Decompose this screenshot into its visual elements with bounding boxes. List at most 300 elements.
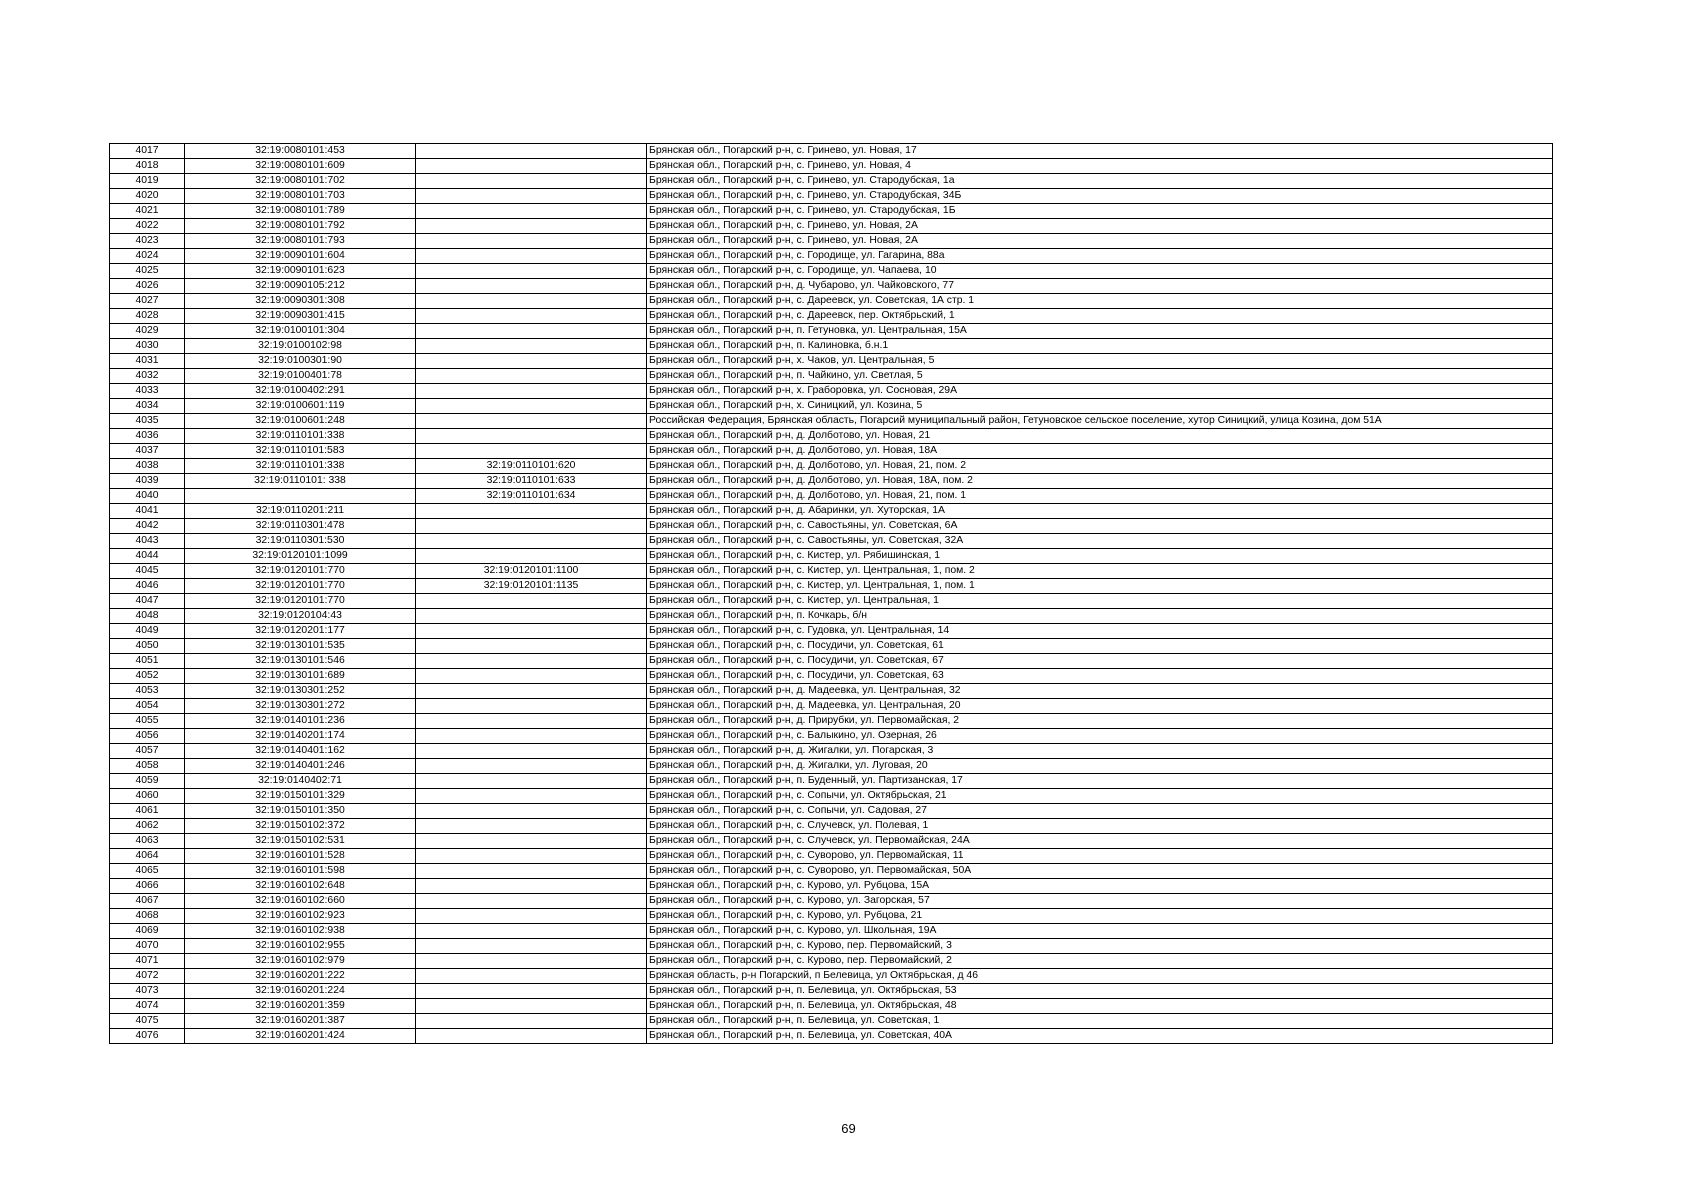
row-number-cell: 4060 [110,789,185,804]
cadastral-number-cell: 32:19:0100402:291 [185,384,416,399]
cadastral-number-cell: 32:19:0160102:938 [185,924,416,939]
row-number-cell: 4076 [110,1029,185,1044]
related-cadastral-number-cell [416,1014,647,1029]
cadastral-number-cell: 32:19:0100102:98 [185,339,416,354]
related-cadastral-number-cell [416,324,647,339]
table-row [110,879,1553,894]
table-row [110,504,1553,519]
cadastral-number-cell: 32:19:0080101:609 [185,159,416,174]
cadastral-number-cell: 32:19:0120101:770 [185,594,416,609]
table-row [110,699,1553,714]
address-cell: Брянская обл., Погарский р-н, с. Савостьяны, ул. Советская, 32А [647,534,1553,549]
related-cadastral-number-cell [416,144,647,159]
related-cadastral-number-cell [416,864,647,879]
cadastral-number-cell: 32:19:0160102:648 [185,879,416,894]
table-row [110,354,1553,369]
address-cell: Брянская обл., Погарский р-н, с. Суворово, ул. Первомайская, 11 [647,849,1553,864]
address-cell: Брянская обл., Погарский р-н, с. Савостьяны, ул. Советская, 6А [647,519,1553,534]
table-body [110,144,1553,1044]
cadastral-number-cell: 32:19:0110201:211 [185,504,416,519]
table-row [110,669,1553,684]
related-cadastral-number-cell [416,894,647,909]
address-cell: Брянская обл., Погарский р-н, с. Кистер, ул. Центральная, 1, пом. 2 [647,564,1553,579]
address-cell: Брянская обл., Погарский р-н, д. Абаринки, ул. Хуторская, 1А [647,504,1553,519]
address-cell: Брянская обл., Погарский р-н, п. Кочкарь, б/н [647,609,1553,624]
related-cadastral-number-cell [416,834,647,849]
table-row [110,954,1553,969]
address-cell: Брянская обл., Погарский р-н, д. Жигалки, ул. Погарская, 3 [647,744,1553,759]
address-cell: Брянская обл., Погарский р-н, с. Гринево, ул. Новая, 2А [647,234,1553,249]
address-cell: Брянская обл., Погарский р-н, с. Кистер, ул. Центральная, 1, пом. 1 [647,579,1553,594]
table-row [110,849,1553,864]
related-cadastral-number-cell [416,669,647,684]
cadastral-number-cell: 32:19:0080101:703 [185,189,416,204]
row-number-cell: 4059 [110,774,185,789]
related-cadastral-number-cell: 32:19:0120101:1135 [416,579,647,594]
address-cell: Брянская обл., Погарский р-н, с. Курово, ул. Рубцова, 15А [647,879,1553,894]
address-cell: Брянская обл., Погарский р-н, с. Гринево, ул. Стародубская, 34Б [647,189,1553,204]
cadastral-number-cell: 32:19:0130301:272 [185,699,416,714]
table-row [110,324,1553,339]
table-row [110,384,1553,399]
cadastral-number-cell: 32:19:0090301:308 [185,294,416,309]
row-number-cell: 4061 [110,804,185,819]
cadastral-number-cell: 32:19:0160201:359 [185,999,416,1014]
related-cadastral-number-cell [416,819,647,834]
related-cadastral-number-cell [416,714,647,729]
cadastral-number-cell: 32:19:0160102:979 [185,954,416,969]
row-number-cell: 4062 [110,819,185,834]
table-row [110,429,1553,444]
cadastral-number-cell: 32:19:0130101:546 [185,654,416,669]
cadastral-number-cell: 32:19:0160101:528 [185,849,416,864]
related-cadastral-number-cell [416,174,647,189]
address-cell: Брянская обл., Погарский р-н, с. Посудичи, ул. Советская, 67 [647,654,1553,669]
table-row [110,864,1553,879]
cadastral-number-cell: 32:19:0160101:598 [185,864,416,879]
row-number-cell: 4042 [110,519,185,534]
cadastral-number-cell: 32:19:0110101: 338 [185,474,416,489]
table-row [110,219,1553,234]
cadastral-number-cell: 32:19:0160201:224 [185,984,416,999]
row-number-cell: 4029 [110,324,185,339]
row-number-cell: 4046 [110,579,185,594]
cadastral-number-cell: 32:19:0080101:789 [185,204,416,219]
table-row [110,234,1553,249]
row-number-cell: 4065 [110,864,185,879]
row-number-cell: 4071 [110,954,185,969]
related-cadastral-number-cell [416,249,647,264]
cadastral-number-cell: 32:19:0160201:424 [185,1029,416,1044]
row-number-cell: 4024 [110,249,185,264]
address-cell: Брянская обл., Погарский р-н, с. Кистер, ул. Рябишинская, 1 [647,549,1553,564]
address-cell: Брянская обл., Погарский р-н, д. Прирубки, ул. Первомайская, 2 [647,714,1553,729]
row-number-cell: 4072 [110,969,185,984]
related-cadastral-number-cell [416,219,647,234]
table-row [110,984,1553,999]
table-row [110,999,1553,1014]
related-cadastral-number-cell [416,804,647,819]
related-cadastral-number-cell [416,159,647,174]
row-number-cell: 4068 [110,909,185,924]
table-row [110,339,1553,354]
table-row [110,744,1553,759]
related-cadastral-number-cell [416,429,647,444]
table-row [110,249,1553,264]
address-cell: Брянская обл., Погарский р-н, х. Граборовка, ул. Сосновая, 29А [647,384,1553,399]
row-number-cell: 4073 [110,984,185,999]
address-cell: Российская Федерация, Брянская область, Погарсий муниципальный район, Гетуновское сельское поселение, хутор Синицкий, улица Козина, дом 51А [647,414,1553,429]
cadastral-number-cell: 32:19:0080101:793 [185,234,416,249]
related-cadastral-number-cell [416,504,647,519]
address-cell: Брянская обл., Погарский р-н, д. Жигалки, ул. Луговая, 20 [647,759,1553,774]
address-cell: Брянская обл., Погарский р-н, с. Гринево, ул. Новая, 4 [647,159,1553,174]
related-cadastral-number-cell [416,189,647,204]
row-number-cell: 4057 [110,744,185,759]
table-row [110,414,1553,429]
row-number-cell: 4018 [110,159,185,174]
row-number-cell: 4049 [110,624,185,639]
cadastral-number-cell: 32:19:0110301:530 [185,534,416,549]
table-row [110,579,1553,594]
related-cadastral-number-cell [416,759,647,774]
row-number-cell: 4043 [110,534,185,549]
address-cell: Брянская обл., Погарский р-н, с. Гринево, ул. Новая, 2А [647,219,1553,234]
table-row [110,714,1553,729]
cadastral-number-cell: 32:19:0100301:90 [185,354,416,369]
table-row [110,459,1553,474]
cadastral-number-cell: 32:19:0160102:955 [185,939,416,954]
cadastral-number-cell: 32:19:0080101:702 [185,174,416,189]
row-number-cell: 4037 [110,444,185,459]
table-row [110,534,1553,549]
address-cell: Брянская обл., Погарский р-н, с. Дареевск, пер. Октябрьский, 1 [647,309,1553,324]
cadastral-number-cell: 32:19:0080101:453 [185,144,416,159]
cadastral-number-cell: 32:19:0150101:329 [185,789,416,804]
address-cell: Брянская обл., Погарский р-н, с. Гринево, ул. Стародубская, 1Б [647,204,1553,219]
cadastral-number-cell: 32:19:0160201:387 [185,1014,416,1029]
cadastral-number-cell: 32:19:0080101:792 [185,219,416,234]
cadastral-number-cell: 32:19:0130101:689 [185,669,416,684]
row-number-cell: 4039 [110,474,185,489]
cadastral-number-cell: 32:19:0120104:43 [185,609,416,624]
table-row [110,729,1553,744]
table-row [110,609,1553,624]
table-row [110,294,1553,309]
address-cell: Брянская обл., Погарский р-н, с. Гринево, ул. Стародубская, 1а [647,174,1553,189]
related-cadastral-number-cell [416,399,647,414]
row-number-cell: 4022 [110,219,185,234]
related-cadastral-number-cell [416,339,647,354]
table-row [110,804,1553,819]
cadastral-number-cell: 32:19:0150101:350 [185,804,416,819]
row-number-cell: 4069 [110,924,185,939]
address-cell: Брянская обл., Погарский р-н, с. Случевск, ул. Полевая, 1 [647,819,1553,834]
cadastral-number-cell: 32:19:0140401:162 [185,744,416,759]
related-cadastral-number-cell [416,294,647,309]
address-cell: Брянская обл., Погарский р-н, с. Случевск, ул. Первомайская, 24А [647,834,1553,849]
row-number-cell: 4050 [110,639,185,654]
table-row [110,1014,1553,1029]
related-cadastral-number-cell [416,549,647,564]
table-row [110,789,1553,804]
table-row [110,189,1553,204]
address-cell: Брянская обл., Погарский р-н, с. Городище, ул. Чапаева, 10 [647,264,1553,279]
address-cell: Брянская обл., Погарский р-н, п. Буденный, ул. Партизанская, 17 [647,774,1553,789]
address-cell: Брянская обл., Погарский р-н, д. Долботово, ул. Новая, 18А [647,444,1553,459]
related-cadastral-number-cell: 32:19:0110101:620 [416,459,647,474]
property-register-table [109,143,1553,1044]
row-number-cell: 4038 [110,459,185,474]
table-row [110,279,1553,294]
related-cadastral-number-cell: 32:19:0110101:633 [416,474,647,489]
related-cadastral-number-cell [416,969,647,984]
table-row [110,774,1553,789]
address-cell: Брянская обл., Погарский р-н, с. Курово, пер. Первомайский, 3 [647,939,1553,954]
address-cell: Брянская обл., Погарский р-н, с. Курово, ул. Рубцова, 21 [647,909,1553,924]
row-number-cell: 4067 [110,894,185,909]
table-row [110,369,1553,384]
related-cadastral-number-cell [416,684,647,699]
cadastral-number-cell: 32:19:0120101:770 [185,564,416,579]
row-number-cell: 4034 [110,399,185,414]
table-row [110,309,1553,324]
address-cell: Брянская обл., Погарский р-н, д. Мадеевка, ул. Центральная, 20 [647,699,1553,714]
cadastral-number-cell: 32:19:0130301:252 [185,684,416,699]
related-cadastral-number-cell [416,699,647,714]
address-cell: Брянская обл., Погарский р-н, с. Курово, пер. Первомайский, 2 [647,954,1553,969]
row-number-cell: 4066 [110,879,185,894]
row-number-cell: 4026 [110,279,185,294]
row-number-cell: 4021 [110,204,185,219]
related-cadastral-number-cell [416,534,647,549]
row-number-cell: 4053 [110,684,185,699]
cadastral-number-cell: 32:19:0140402:71 [185,774,416,789]
table-row [110,639,1553,654]
row-number-cell: 4074 [110,999,185,1014]
table-row [110,969,1553,984]
row-number-cell: 4036 [110,429,185,444]
address-cell: Брянская обл., Погарский р-н, п. Белевица, ул. Октябрьская, 48 [647,999,1553,1014]
cadastral-number-cell: 32:19:0160102:923 [185,909,416,924]
row-number-cell: 4044 [110,549,185,564]
table-row [110,159,1553,174]
related-cadastral-number-cell [416,729,647,744]
row-number-cell: 4017 [110,144,185,159]
cadastral-number-cell: 32:19:0160102:660 [185,894,416,909]
address-cell: Брянская обл., Погарский р-н, д. Чубарово, ул. Чайковского, 77 [647,279,1553,294]
related-cadastral-number-cell [416,789,647,804]
address-cell: Брянская обл., Погарский р-н, п. Чайкино, ул. Светлая, 5 [647,369,1553,384]
table-row [110,624,1553,639]
related-cadastral-number-cell: 32:19:0110101:634 [416,489,647,504]
related-cadastral-number-cell [416,879,647,894]
cadastral-number-cell: 32:19:0140101:236 [185,714,416,729]
related-cadastral-number-cell [416,774,647,789]
table-row [110,939,1553,954]
row-number-cell: 4047 [110,594,185,609]
address-cell: Брянская обл., Погарский р-н, с. Сопычи, ул. Садовая, 27 [647,804,1553,819]
address-cell: Брянская обл., Погарский р-н, д. Долботово, ул. Новая, 21, пом. 2 [647,459,1553,474]
row-number-cell: 4030 [110,339,185,354]
cadastral-number-cell: 32:19:0100601:119 [185,399,416,414]
row-number-cell: 4033 [110,384,185,399]
related-cadastral-number-cell [416,639,647,654]
address-cell: Брянская обл., Погарский р-н, с. Курово, ул. Загорская, 57 [647,894,1553,909]
table-row [110,654,1553,669]
address-cell: Брянская обл., Погарский р-н, д. Мадеевка, ул. Центральная, 32 [647,684,1553,699]
cadastral-number-cell: 32:19:0110101:583 [185,444,416,459]
related-cadastral-number-cell [416,924,647,939]
related-cadastral-number-cell [416,939,647,954]
address-cell: Брянская обл., Погарский р-н, д. Долботово, ул. Новая, 21 [647,429,1553,444]
related-cadastral-number-cell [416,369,647,384]
related-cadastral-number-cell [416,594,647,609]
table-row [110,759,1553,774]
address-cell: Брянская обл., Погарский р-н, п. Белевица, ул. Октябрьская, 53 [647,984,1553,999]
related-cadastral-number-cell [416,414,647,429]
address-cell: Брянская обл., Погарский р-н, с. Городище, ул. Гагарина, 88а [647,249,1553,264]
related-cadastral-number-cell [416,624,647,639]
table-row [110,819,1553,834]
address-cell: Брянская обл., Погарский р-н, п. Белевица, ул. Советская, 40А [647,1029,1553,1044]
table-row [110,834,1553,849]
address-cell: Брянская обл., Погарский р-н, п. Белевица, ул. Советская, 1 [647,1014,1553,1029]
table-row [110,444,1553,459]
address-cell: Брянская обл., Погарский р-н, п. Калиновка, б.н.1 [647,339,1553,354]
row-number-cell: 4020 [110,189,185,204]
cadastral-number-cell: 32:19:0090101:604 [185,249,416,264]
cadastral-number-cell: 32:19:0100401:78 [185,369,416,384]
address-cell: Брянская обл., Погарский р-н, с. Гудовка, ул. Центральная, 14 [647,624,1553,639]
address-cell: Брянская обл., Погарский р-н, с. Балыкино, ул. Озерная, 26 [647,729,1553,744]
related-cadastral-number-cell [416,234,647,249]
page-number: 69 [841,1121,856,1136]
table-row [110,594,1553,609]
related-cadastral-number-cell [416,954,647,969]
row-number-cell: 4048 [110,609,185,624]
cadastral-number-cell: 32:19:0150102:372 [185,819,416,834]
address-cell: Брянская обл., Погарский р-н, с. Посудичи, ул. Советская, 63 [647,669,1553,684]
address-cell: Брянская обл., Погарский р-н, д. Долботово, ул. Новая, 18А, пом. 2 [647,474,1553,489]
row-number-cell: 4058 [110,759,185,774]
table-row [110,894,1553,909]
related-cadastral-number-cell [416,849,647,864]
related-cadastral-number-cell [416,264,647,279]
address-cell: Брянская область, р-н Погарский, п Белевица, ул Октябрьская, д 46 [647,969,1553,984]
related-cadastral-number-cell [416,654,647,669]
table-row [110,399,1553,414]
related-cadastral-number-cell [416,999,647,1014]
cadastral-number-cell: 32:19:0100101:304 [185,324,416,339]
row-number-cell: 4075 [110,1014,185,1029]
row-number-cell: 4064 [110,849,185,864]
address-cell: Брянская обл., Погарский р-н, д. Долботово, ул. Новая, 21, пом. 1 [647,489,1553,504]
address-cell: Брянская обл., Погарский р-н, п. Гетуновка, ул. Центральная, 15А [647,324,1553,339]
related-cadastral-number-cell [416,984,647,999]
row-number-cell: 4051 [110,654,185,669]
related-cadastral-number-cell [416,384,647,399]
table-row [110,564,1553,579]
row-number-cell: 4052 [110,669,185,684]
row-number-cell: 4070 [110,939,185,954]
address-cell: Брянская обл., Погарский р-н, с. Сопычи, ул. Октябрьская, 21 [647,789,1553,804]
row-number-cell: 4031 [110,354,185,369]
cadastral-number-cell: 32:19:0120201:177 [185,624,416,639]
cadastral-number-cell: 32:19:0100601:248 [185,414,416,429]
related-cadastral-number-cell [416,519,647,534]
related-cadastral-number-cell [416,309,647,324]
row-number-cell: 4056 [110,729,185,744]
cadastral-number-cell: 32:19:0090101:623 [185,264,416,279]
table-row [110,489,1553,504]
address-cell: Брянская обл., Погарский р-н, с. Дареевск, ул. Советская, 1А стр. 1 [647,294,1553,309]
table-row [110,1029,1553,1044]
cadastral-number-cell: 32:19:0130101:535 [185,639,416,654]
cadastral-number-cell: 32:19:0150102:531 [185,834,416,849]
address-cell: Брянская обл., Погарский р-н, с. Кистер, ул. Центральная, 1 [647,594,1553,609]
cadastral-number-cell: 32:19:0120101:1099 [185,549,416,564]
row-number-cell: 4023 [110,234,185,249]
address-cell: Брянская обл., Погарский р-н, с. Суворово, ул. Первомайская, 50А [647,864,1553,879]
row-number-cell: 4041 [110,504,185,519]
related-cadastral-number-cell [416,354,647,369]
row-number-cell: 4032 [110,369,185,384]
table-row [110,264,1553,279]
address-cell: Брянская обл., Погарский р-н, с. Посудичи, ул. Советская, 61 [647,639,1553,654]
row-number-cell: 4025 [110,264,185,279]
row-number-cell: 4045 [110,564,185,579]
address-cell: Брянская обл., Погарский р-н, с. Гринево, ул. Новая, 17 [647,144,1553,159]
table-row [110,909,1553,924]
related-cadastral-number-cell [416,1029,647,1044]
table-row [110,684,1553,699]
row-number-cell: 4035 [110,414,185,429]
table-row [110,144,1553,159]
related-cadastral-number-cell [416,444,647,459]
table-row [110,474,1553,489]
cadastral-number-cell: 32:19:0120101:770 [185,579,416,594]
row-number-cell: 4063 [110,834,185,849]
related-cadastral-number-cell [416,909,647,924]
cadastral-number-cell: 32:19:0090105:212 [185,279,416,294]
row-number-cell: 4055 [110,714,185,729]
address-cell: Брянская обл., Погарский р-н, х. Чаков, ул. Центральная, 5 [647,354,1553,369]
related-cadastral-number-cell [416,279,647,294]
cadastral-number-cell: 32:19:0160201:222 [185,969,416,984]
table-row [110,174,1553,189]
row-number-cell: 4028 [110,309,185,324]
table-row [110,204,1553,219]
cadastral-number-cell: 32:19:0110101:338 [185,459,416,474]
row-number-cell: 4054 [110,699,185,714]
address-cell: Брянская обл., Погарский р-н, с. Курово, ул. Школьная, 19А [647,924,1553,939]
related-cadastral-number-cell [416,744,647,759]
related-cadastral-number-cell [416,204,647,219]
cadastral-number-cell: 32:19:0140401:246 [185,759,416,774]
row-number-cell: 4019 [110,174,185,189]
table-row [110,924,1553,939]
cadastral-number-cell: 32:19:0140201:174 [185,729,416,744]
related-cadastral-number-cell [416,609,647,624]
cadastral-number-cell: 32:19:0110301:478 [185,519,416,534]
table-row [110,519,1553,534]
cadastral-number-cell: 32:19:0110101:338 [185,429,416,444]
address-cell: Брянская обл., Погарский р-н, х. Синицкий, ул. Козина, 5 [647,399,1553,414]
cadastral-number-cell: 32:19:0090301:415 [185,309,416,324]
row-number-cell: 4040 [110,489,185,504]
table-row [110,549,1553,564]
